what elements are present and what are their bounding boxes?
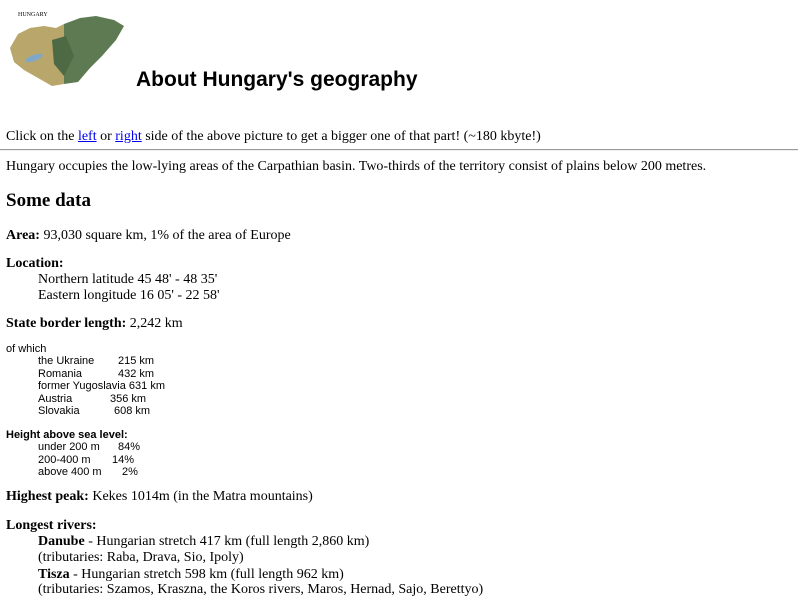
height-row (38, 441, 140, 453)
pct: 84% (118, 441, 141, 453)
area-value: 93,030 square km, 1% of the area of Europe (39, 228, 291, 243)
intro-post: side of the above picture to get a bigger one of that part! (~180 kbyte!) (141, 129, 541, 144)
country: the Ukraine (38, 355, 95, 367)
pct: 14% (112, 453, 135, 466)
divider (0, 149, 798, 151)
height-row (38, 454, 134, 466)
border-row (38, 380, 165, 392)
map-right-part-link[interactable] (64, 16, 124, 84)
of-which: of which (6, 343, 47, 355)
peak-label: Highest peak: (6, 489, 89, 504)
range: 200-400 m (38, 453, 91, 466)
height-row (38, 466, 138, 478)
location-line: Northern latitude 45 48' - 48 35' (38, 272, 218, 287)
country: former Yugoslavia (38, 380, 126, 392)
river-desc: - Hungarian stretch 417 km (full length 2,860 km) (84, 534, 370, 549)
location-line: Eastern longitude 16 05' - 22 58' (38, 288, 220, 303)
river-name: Tisza (38, 567, 70, 582)
border-row (38, 405, 150, 417)
length: 608 km (114, 405, 151, 417)
pct: 2% (122, 466, 138, 478)
right-link[interactable]: right (115, 129, 142, 144)
section-title: Some data (6, 190, 91, 211)
country: Austria (38, 392, 73, 405)
range: under 200 m (38, 441, 100, 453)
intro-pre: Click on the (6, 129, 78, 144)
river-item (38, 567, 344, 583)
river-tributaries: (tributaries: Raba, Drava, Sio, Ipoly) (38, 550, 244, 565)
length: 215 km (118, 355, 155, 367)
peak-value: Kekes 1014m (in the Matra mountains) (88, 489, 313, 504)
length: 356 km (110, 392, 147, 405)
map-label: HUNGARY (18, 12, 48, 18)
river-desc: - Hungarian stretch 598 km (full length 962 km) (69, 567, 344, 582)
river-tributaries: (tributaries: Szamos, Kraszna, the Koros rivers, Maros, Hernad, Sajo, Berettyo) (38, 582, 484, 597)
rivers-label: Longest rivers: (6, 518, 97, 533)
area (6, 228, 291, 244)
hungary-map-image[interactable] (4, 6, 126, 90)
intro-mid: or (96, 129, 116, 144)
country: Romania (38, 367, 83, 380)
border-value: 2,242 km (126, 316, 183, 331)
range: above 400 m (38, 466, 102, 478)
length: 631 km (128, 380, 165, 392)
page-title: About Hungary's geography (136, 68, 418, 91)
border-row (38, 355, 154, 367)
length: 432 km (118, 367, 155, 380)
location-label: Location: (6, 256, 64, 271)
left-link[interactable]: left (77, 129, 97, 144)
river-item (38, 534, 369, 550)
border-row (38, 393, 146, 405)
summary: Hungary occupies the low-lying areas of the Carpathian basin. Two-thirds of the territory consist of plains below 200 metres. (6, 159, 707, 174)
area-label: Area: (6, 228, 40, 243)
river-name: Danube (38, 534, 85, 549)
border-row (38, 368, 154, 380)
border-label: State border length: (6, 316, 127, 331)
height-label: Height above sea level: (6, 429, 128, 441)
intro-text (6, 129, 541, 145)
country: Slovakia (38, 405, 80, 417)
